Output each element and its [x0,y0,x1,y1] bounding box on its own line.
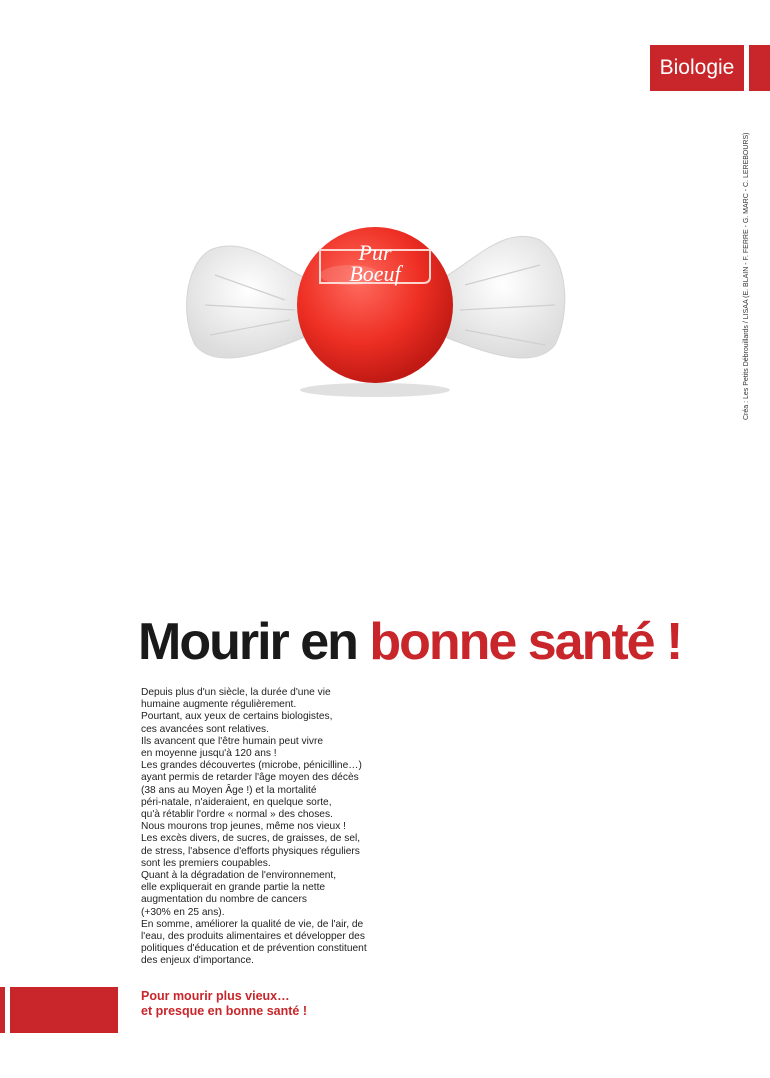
body-line: politiques d'éducation et de prévention constituent [141,943,367,955]
body-line: En somme, améliorer la qualité de vie, de l'air, de [141,918,364,930]
body-line: Nous mourons trop jeunes, même nos vieux ! [141,821,346,833]
body-line: Les excès divers, de sucres, de graisses, de sel, [141,833,361,845]
body-line: Quant à la dégradation de l'environnement, [141,870,337,882]
body-line: humaine augmente régulièrement. [141,699,297,711]
wrapper-left-twist [187,246,310,358]
body-line: (38 ans au Moyen Âge !) et la mortalité [141,784,317,796]
body-line: Depuis plus d'un siècle, la durée d'une vie [141,687,331,698]
body-line: (+30% en 25 ans). [141,906,225,918]
footer-block [0,987,118,1033]
body-line: Ils avancent que l'être humain peut vivre [141,735,324,747]
body-line: sont les premiers coupables. [141,857,271,869]
body-line: en moyenne jusqu'à 120 ans ! [141,748,277,760]
tagline-line2: et presque en bonne santé ! [141,1004,308,1018]
section-tag [650,45,744,91]
body-line: elle expliquerait en grande partie la nette [141,882,326,894]
body-line: péri-natale, n'aideraient, en quelque sorte, [141,796,332,808]
candy-label-line2: Boeuf [349,261,401,286]
candy-illustration [175,205,575,405]
section-tag-label: Biologie [659,56,735,79]
footer-stripe [5,987,10,1033]
tagline [141,989,307,1019]
section-tag-stripe [749,45,770,91]
body-line: ayant permis de retarder l'âge moyen des décès [141,772,359,784]
body-line: de stress, l'absence d'efforts physiques réguliers [141,845,360,857]
body-line: l'eau, des produits alimentaires et développer des [141,931,365,943]
title-part1: Mourir en [138,613,370,671]
photo-credit: Créa : Les Petits Débrouillards / LISAA (E. BLAIN - F. FERRE - G. MARC - C. LEREBOURS) [743,132,750,420]
body-line: augmentation du nombre de cancers [141,894,307,906]
wrapper-right-twist [440,236,565,358]
body-line: Pourtant, aux yeux de certains biologistes, [141,711,333,723]
body-text [141,687,381,968]
candy-label-line1: Pur [358,240,392,265]
body-line: des enjeux d'importance. [141,955,254,967]
title-part2: bonne santé ! [369,613,682,671]
body-line: qu'à rétablir l'ordre « normal » des choses. [141,809,333,821]
body-line: Les grandes découvertes (microbe, pénicilline…) [141,760,362,772]
tagline-line1: Pour mourir plus vieux… [141,989,290,1003]
page-title [138,612,681,672]
body-line: ces avancées sont relatives. [141,723,269,735]
